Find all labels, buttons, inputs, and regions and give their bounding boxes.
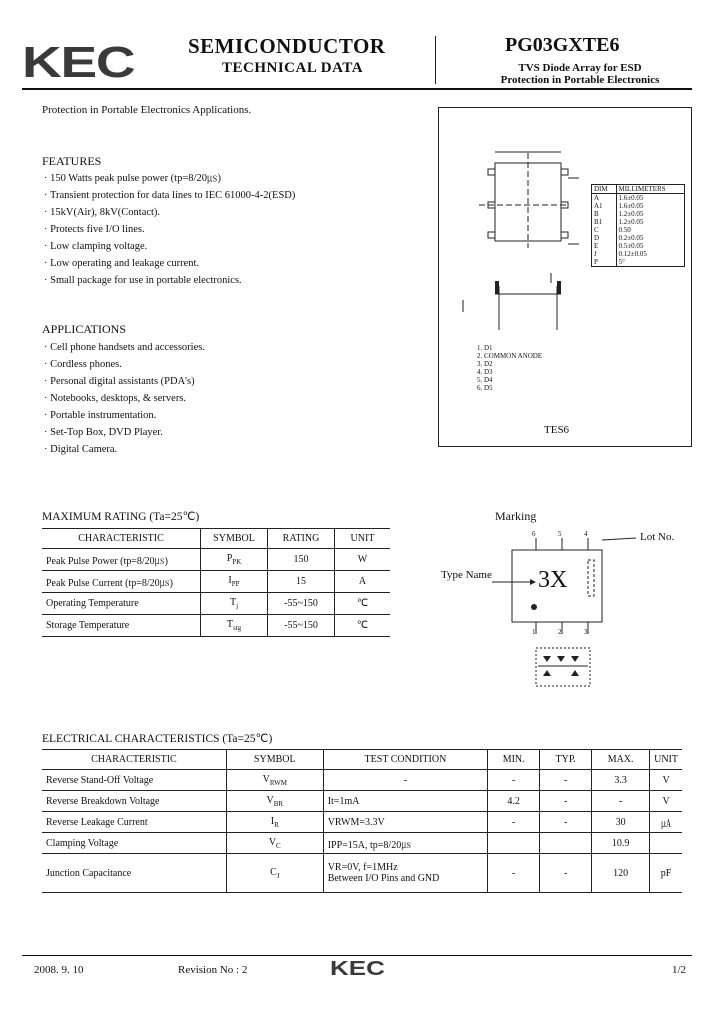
cell-symbol: $I_R$ (226, 812, 323, 833)
column-header: SYMBOL (226, 750, 323, 770)
cell-condition: VRWM=3.3V (323, 812, 487, 833)
cell-condition: - (323, 770, 487, 791)
column-header: MAX. (592, 750, 650, 770)
features-list (44, 170, 295, 289)
marking-diagram (440, 530, 680, 690)
package-name: TES6 (544, 424, 570, 436)
marking-pin-top: 6 (532, 530, 536, 538)
list-item: · Personal digital assistants (PDA's) (44, 373, 205, 390)
list-item: · 15kV(Air), 8kV(Contact). (44, 204, 295, 221)
footer-date: 2008. 9. 10 (34, 964, 84, 976)
list-item: · Portable instrumentation. (44, 407, 205, 424)
cell-characteristic: Reverse Stand-Off Voltage (42, 770, 226, 791)
cell-symbol: $V_{BR}$ (226, 791, 323, 812)
header-divider (435, 36, 436, 84)
footer-page-number: 1/2 (672, 964, 687, 976)
cell-unit: W (335, 549, 391, 571)
dim-value: 0.2±0.05 (616, 234, 685, 242)
table-row (42, 791, 682, 812)
pin-list (477, 344, 542, 392)
list-item: · Cordless phones. (44, 356, 205, 373)
cell-min: - (488, 854, 540, 893)
cell-typ (540, 833, 592, 854)
cell-max: - (592, 791, 650, 812)
kec-logo: KEC (22, 38, 135, 87)
cell-min (488, 833, 540, 854)
list-item: · Low operating and leakage current. (44, 255, 295, 272)
list-item: · Transient protection for data lines to IEC 61000-4-2(ESD) (44, 187, 295, 204)
list-item: · Cell phone handsets and accessories. (44, 339, 205, 356)
cell-typ: - (540, 791, 592, 812)
pin-label: 3. D2 (477, 360, 493, 368)
table-row (42, 549, 390, 571)
cell-condition (323, 854, 487, 893)
package-outline-drawing (439, 108, 691, 446)
list-item: · Protects five I/O lines. (44, 221, 295, 238)
cell-min: 4.2 (488, 791, 540, 812)
table-row (42, 812, 682, 833)
dim-value: 1.2±0.05 (616, 210, 685, 218)
dim-value: 0.12±0.05 (616, 250, 685, 258)
dim-value: 1.6±0.05 (616, 202, 685, 210)
table-row (42, 770, 682, 791)
pin-label: 2. COMMON ANODE (477, 352, 543, 360)
marking-pin-top: 5 (558, 530, 562, 538)
type-name-label: Type Name (441, 569, 492, 581)
max-rating-table (42, 528, 390, 637)
semiconductor-title: SEMICONDUCTOR (188, 34, 386, 58)
applications-list (44, 339, 205, 458)
dim-value: 0.5±0.05 (616, 242, 685, 250)
marking-pin-top: 4 (584, 530, 588, 538)
cell-rating: -55~150 (268, 593, 335, 615)
cell-condition: IPP=15A, tp=8/20㎲ (323, 833, 487, 854)
dim-label: A (592, 194, 617, 203)
cell-symbol: $P_{PK}$ (201, 549, 268, 571)
subtitle-line2: Protection in Portable Electronics (500, 74, 660, 86)
dim-label: J (592, 250, 617, 258)
table-row (42, 854, 682, 893)
cell-symbol: $V_{RWM}$ (226, 770, 323, 791)
cell-characteristic: Reverse Breakdown Voltage (42, 791, 226, 812)
dim-value: 0.50 (616, 226, 685, 234)
part-number: PG03GXTE6 (505, 34, 620, 56)
column-header: CHARACTERISTIC (42, 750, 226, 770)
lot-no-label: Lot No. (640, 531, 675, 543)
features-heading: FEATURES (42, 154, 102, 168)
marking-pin-bottom: 3 (584, 628, 588, 636)
electrical-table (42, 749, 682, 893)
dim-label: C (592, 226, 617, 234)
cell-unit: V (650, 770, 682, 791)
footer-rule (22, 955, 692, 956)
table-row (42, 833, 682, 854)
cell-typ: - (540, 854, 592, 893)
dim-header: DIM (592, 185, 617, 194)
column-header: RATING (268, 529, 335, 549)
column-header: UNIT (335, 529, 391, 549)
cell-unit: ℃ (335, 593, 391, 615)
cell-rating: 15 (268, 571, 335, 593)
cell-unit: A (335, 571, 391, 593)
footer-revision: Revision No : 2 (178, 964, 248, 976)
marking-pin-bottom: 1 (532, 628, 536, 636)
subtitle-line1: TVS Diode Array for ESD (518, 62, 642, 74)
table-row (42, 571, 390, 593)
cell-min: - (488, 812, 540, 833)
dim-value: 1.6±0.05 (616, 194, 685, 203)
list-item: · Digital Camera. (44, 441, 205, 458)
dim-label: A1 (592, 202, 617, 210)
cell-max: 10.9 (592, 833, 650, 854)
cell-symbol: $T_j$ (201, 593, 268, 615)
cell-characteristic: Operating Temperature (42, 593, 201, 615)
column-header: MIN. (488, 750, 540, 770)
condition-line: Between I/O Pins and GND (327, 873, 440, 884)
applications-heading: APPLICATIONS (42, 322, 127, 336)
cell-max: 3.3 (592, 770, 650, 791)
dim-label: B1 (592, 218, 617, 226)
cell-characteristic: Peak Pulse Current (tp=8/20㎲) (42, 571, 201, 593)
dimension-table (591, 184, 685, 267)
cell-symbol: $V_C$ (226, 833, 323, 854)
pin-label: 4. D3 (477, 368, 493, 376)
marking-heading: Marking (495, 509, 537, 523)
pin-label: 5. D4 (477, 376, 493, 384)
cell-unit (650, 833, 682, 854)
cell-unit: pF (650, 854, 682, 893)
cell-symbol: $I_{PP}$ (201, 571, 268, 593)
footer-kec-logo: KEC (330, 958, 385, 980)
dim-value: 1.2±0.05 (616, 218, 685, 226)
dim-label: E (592, 242, 617, 250)
table-row (42, 593, 390, 615)
cell-rating: 150 (268, 549, 335, 571)
technical-data-title: TECHNICAL DATA (222, 60, 364, 76)
cell-typ: - (540, 812, 592, 833)
cell-unit: ㎂ (650, 812, 682, 833)
intro-text: Protection in Portable Electronics Applications. (42, 104, 252, 116)
cell-condition: It=1mA (323, 791, 487, 812)
marking-pin-bottom: 2 (558, 628, 562, 636)
cell-characteristic: Storage Temperature (42, 615, 201, 637)
cell-characteristic: Junction Capacitance (42, 854, 226, 893)
cell-characteristic: Clamping Voltage (42, 833, 226, 854)
marking-code: 3X (538, 567, 568, 593)
column-header: UNIT (650, 750, 682, 770)
header-rule (22, 88, 692, 90)
pin-label: 6. D5 (477, 384, 493, 392)
list-item: · Small package for use in portable electronics. (44, 272, 295, 289)
cell-typ: - (540, 770, 592, 791)
cell-symbol: $T_{stg}$ (201, 615, 268, 637)
cell-unit: ℃ (335, 615, 391, 637)
list-item: · Notebooks, desktops, & servers. (44, 390, 205, 407)
cell-rating: -55~150 (268, 615, 335, 637)
package-drawing-box (438, 107, 692, 447)
cell-characteristic: Peak Pulse Power (tp=8/20㎲) (42, 549, 201, 571)
cell-max: 120 (592, 854, 650, 893)
dim-label: P (592, 258, 617, 267)
pin-label: 1. D1 (477, 344, 493, 352)
cell-characteristic: Reverse Leakage Current (42, 812, 226, 833)
list-item: · 150 Watts peak pulse power (tp=8/20㎲) (44, 170, 295, 187)
table-row (42, 615, 390, 637)
electrical-heading: ELECTRICAL CHARACTERISTICS (Ta=25℃) (42, 733, 273, 745)
dim-value: 5° (616, 258, 685, 267)
cell-symbol: $C_J$ (226, 854, 323, 893)
column-header: CHARACTERISTIC (42, 529, 201, 549)
dim-label: D (592, 234, 617, 242)
column-header: TEST CONDITION (323, 750, 487, 770)
list-item: · Low clamping voltage. (44, 238, 295, 255)
condition-line: VR=0V, f=1MHz (327, 862, 398, 873)
column-header: SYMBOL (201, 529, 268, 549)
dim-label: B (592, 210, 617, 218)
cell-unit: V (650, 791, 682, 812)
dim-header: MILLIMETERS (616, 185, 685, 194)
cell-max: 30 (592, 812, 650, 833)
column-header: TYP. (540, 750, 592, 770)
max-rating-heading: MAXIMUM RATING (Ta=25℃) (42, 511, 200, 523)
list-item: · Set-Top Box, DVD Player. (44, 424, 205, 441)
cell-min: - (488, 770, 540, 791)
